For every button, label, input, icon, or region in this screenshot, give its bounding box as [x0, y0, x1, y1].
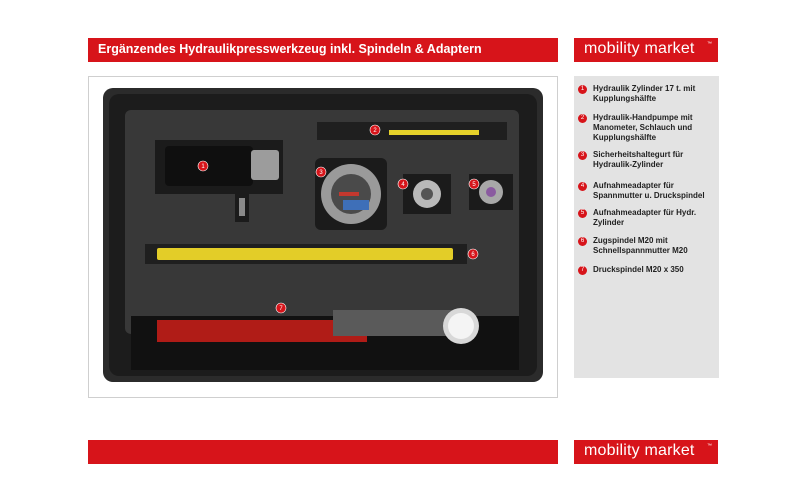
- svg-text:1: 1: [201, 164, 205, 170]
- case-illustration: [103, 88, 543, 382]
- footer-bar: [88, 440, 558, 464]
- brand-name: mobility market: [584, 442, 695, 459]
- legend-number: 4: [578, 182, 587, 191]
- legend-number: 7: [578, 266, 587, 275]
- svg-text:2: 2: [373, 128, 377, 134]
- legend-label: Aufnahmeadapter für Spannmutter u. Druckspindel: [593, 181, 705, 200]
- brand-tm: ™: [707, 443, 712, 449]
- legend-number: 2: [578, 114, 587, 123]
- photo-marker-5: [469, 179, 479, 189]
- brand-logo-top: [574, 38, 718, 62]
- photo-marker-1: [198, 161, 208, 171]
- legend-label: Druckspindel M20 x 350: [593, 265, 684, 274]
- legend-label: Zugspindel M20 mit Schnellspannmutter M20: [593, 236, 688, 255]
- legend-label: Sicherheitshaltegurt für Hydraulik-Zylinder: [593, 150, 684, 169]
- legend-label: Hydraulik Zylinder 17 t. mit Kupplungshälfte: [593, 84, 696, 103]
- photo-marker-2: [370, 125, 380, 135]
- legend-number: 3: [578, 151, 587, 160]
- legend-number: 1: [578, 85, 587, 94]
- svg-text:4: 4: [401, 182, 405, 188]
- svg-text:5: 5: [472, 182, 476, 188]
- page-title: Ergänzendes Hydraulikpresswerkzeug inkl. Spindeln & Adaptern: [98, 42, 482, 56]
- legend-number: 6: [578, 237, 587, 246]
- svg-text:3: 3: [319, 170, 323, 176]
- legend-panel: [574, 76, 719, 378]
- legend-label: Hydraulik-Handpumpe mit Manometer, Schlauch und Kupplungshälfte: [593, 113, 693, 142]
- photo-marker-6: [468, 249, 478, 259]
- photo-marker-3: [316, 167, 326, 177]
- brand-tm: ™: [707, 41, 712, 47]
- photo-marker-7: [276, 303, 286, 313]
- photo-marker-4: [398, 179, 408, 189]
- svg-text:6: 6: [471, 252, 475, 258]
- svg-text:7: 7: [279, 306, 283, 312]
- title-bar: [88, 38, 558, 62]
- product-photo: [103, 88, 543, 382]
- legend-number: 5: [578, 209, 587, 218]
- brand-name: mobility market: [584, 40, 695, 57]
- legend-label: Aufnahmeadapter für Hydr. Zylinder: [593, 208, 697, 227]
- product-photo-frame: [88, 76, 558, 398]
- brand-logo-bottom: [574, 440, 718, 464]
